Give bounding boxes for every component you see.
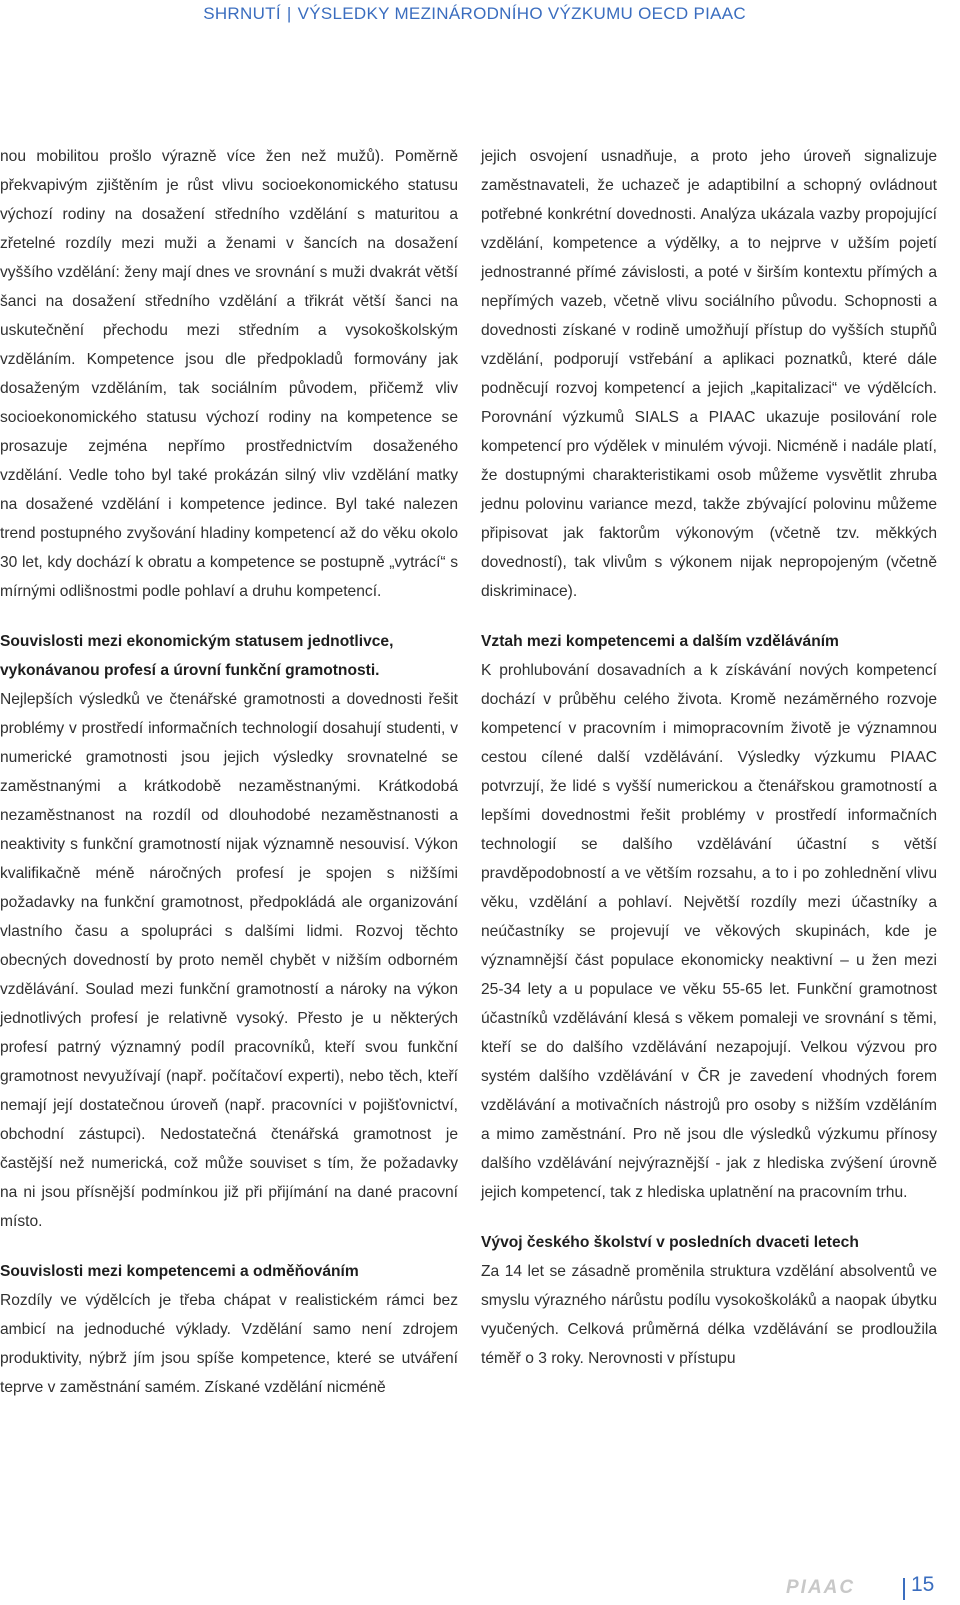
left-section-2 [0,1257,458,1402]
left-column [0,142,458,1423]
header-section: SHRNUTÍ [203,4,281,23]
right-section-2-text: Za 14 let se zásadně proměnila struktura vzdělání absolventů ve smyslu výrazného nárůstu podílu vysokoškoláků a naopak úbytku vyučených. Celková průměrná délka vzdělávání se prodloužila téměř o 3 roky. Nerovnosti v přístupu [481,1263,937,1367]
header-separator: | [286,4,292,23]
left-section-2-text: Rozdíly ve výdělcích je třeba chápat v realistickém rámci bez ambicí na jednoduché výklady. Vzdělání samo není zdrojem produktivity, nýbrž jím jsou spíše kompetence, které se utváření teprve v zaměstnání samém. Získané vzdělání nicméně [0,1292,458,1396]
header-title: VÝSLEDKY MEZINÁRODNÍHO VÝZKUMU OECD PIAAC [297,4,746,23]
left-section-1-heading: Souvislosti mezi ekonomickým statusem jednotlivce, vykonávanou profesí a úrovní funkční gramotnosti. [0,633,394,679]
piaac-logo: PIAAC [786,1577,856,1598]
left-section-2-heading: Souvislosti mezi kompetencemi a odměňováním [0,1263,359,1280]
right-intro-block [481,142,937,606]
right-section-1-text: K prohlubování dosavadních a k získávání nových kompetencí dochází v průběhu celého života. Kromě nezáměrného rozvoje kompetencí v pracovním i mimopracovním životě je významnou cestou cílené další vzdělávání. Výsledky výzkumu PIAAC potvrzují, že lidé s vyšší numerickou a čtenářskou gramotností a lepšími dovednostmi řešit problémy v prostředí informačních technologií se dalšího vzdělávání účastní s větší pravděpodobností a ve větším rozsahu, a to i po zohlednění vlivu věku, vzdělání a pohlaví. Největší rozdíly mezi účastníky a neúčastníky se projevují ve věkových skupinách, kde je významnější část populace ekonomicky neaktivní – u žen mezi 25-34 lety a u populace ve věku 55-65 let. Funkční gramotnost účastníků vzdělávání klesá s věkem pomaleji ve srovnání s těmi, kteří se do dalšího vzdělávání nezapojují. Velkou výzvou pro systém dalšího vzdělávání v ČR je zavedení vhodných forem vzdělávání a motivačních nástrojů pro osoby s nižším vzděláním a mimo zaměstnání. Pro ně jsou dle výsledků výzkumu přínosy dalšího vzdělávání nejvýraznější - jak z hlediska zvýšení úrovně jejich kompetencí, tak z hlediska uplatnění na pracovním trhu. [481,662,937,1201]
page-number-divider [903,1578,905,1600]
right-section-2-heading: Vývoj českého školství v posledních dvaceti letech [481,1234,859,1251]
left-section-1 [0,627,458,1236]
right-column [481,142,937,1394]
right-section-2 [481,1228,937,1373]
right-section-1 [481,627,937,1207]
right-intro-paragraph: jejich osvojení usnadňuje, a proto jeho úroveň signalizuje zaměstnavateli, že uchazeč je adaptibilní a schopný ovládnout potřebné konkrétní dovednosti. Analýza ukázala vazby propojující vzdělání, kompetence a výdělky, a to nejprve v užším pojetí jednostranné přímé závislosti, a poté v širším kontextu přímých a nepřímých vazeb, včetně vlivu sociálního původu. Schopnosti a dovednosti získané v rodině umožňují přístup do vyšších stupňů vzdělání, podporují vstřebání a aplikaci poznatků, které dále podněcují rozvoj kompetencí a jejich „kapitalizaci“ ve výdělcích. Porovnání výzkumů SIALS a PIAAC ukazuje posilování role kompetencí pro výdělek v minulém vývoji. Nicméně i nadále platí, že dostupnými charakteristikami osob můžeme vysvětlit zhruba jednu polovinu variance mezd, takže zbývající polovinu můžeme připisovat jak faktorům výkonovým (včetně tzv. měkkých dovedností), tak vlivům s výkonem nijak nepropojeným (včetně diskriminace). [481,148,937,600]
left-section-1-text: Nejlepších výsledků ve čtenářské gramotnosti a dovednosti řešit problémy v prostředí informačních technologií dosahují studenti, v numerické gramotnosti jsou jejich výsledky srovnatelné se zaměstnanými a krátkodobě nezaměstnanými. Krátkodobá nezaměstnanost na rozdíl od dlouhodobé nezaměstnanosti a neaktivity s funkční gramotností nijak významně nesouvisí. Výkon kvalifikačně méně náročných profesí je spojen s nižšími požadavky na funkční gramotnost, předpokládá ale organizování vlastního času a spolupráci s dalšími lidmi. Rozvoj těchto obecných dovedností by proto neměl chybět v nižším odborném vzdělávání. Soulad mezi funkční gramotností a nároky na výkon jednotlivých profesí je relativně vysoký. Přesto je u některých profesí patrný významný podíl pracovníků, kteří svou funkční gramotnost nevyužívají (např. počítačoví experti), nebo těch, kteří nemají její dostatečnou úroveň (např. pracovníci v pojišťovnictví, obchodní zástupci). Nedostatečná čtenářská gramotnost je častější než numerická, což může souviset s tím, že požadavky na ni jsou přísnější podmínkou již při přijímání na dané pracovní místo. [0,691,458,1230]
running-header [203,4,746,24]
left-intro-paragraph: nou mobilitou prošlo výrazně více žen než mužů). Poměrně překvapivým zjištěním je růst vlivu socioekonomického statusu výchozí rodiny na dosažení středního vzdělání s maturitou a zřetelné rozdíly mezi muži a ženami v šancích na dosažení vyššího vzdělání: ženy mají dnes ve srovnání s muži dvakrát větší šanci na dosažení středního vzdělání a třikrát větší šanci na uskutečnění přechodu mezi středním a vysokoškolským vzděláním. Kompetence jsou dle předpokladů formovány jak dosaženým vzděláním, tak sociálním původem, přičemž vliv socioekonomického statusu výchozí rodiny na kompetence se prosazuje zejména nepřímo prostřednictvím dosaženého vzdělání. Vedle toho byl také prokázán silný vliv vzdělání matky na dosažené vzdělání i kompetence jedince. Byl také nalezen trend postupného zvyšování hladiny kompetencí až do věku okolo 30 let, kdy dochází k obratu a kompetence se postupně „vytrácí“ s mírnými odlišnostmi podle pohlaví a druhu kompetencí. [0,148,458,600]
page-number: 15 [911,1573,935,1596]
left-intro-block [0,142,458,606]
right-section-1-heading: Vztah mezi kompetencemi a dalším vzděláváním [481,633,839,650]
